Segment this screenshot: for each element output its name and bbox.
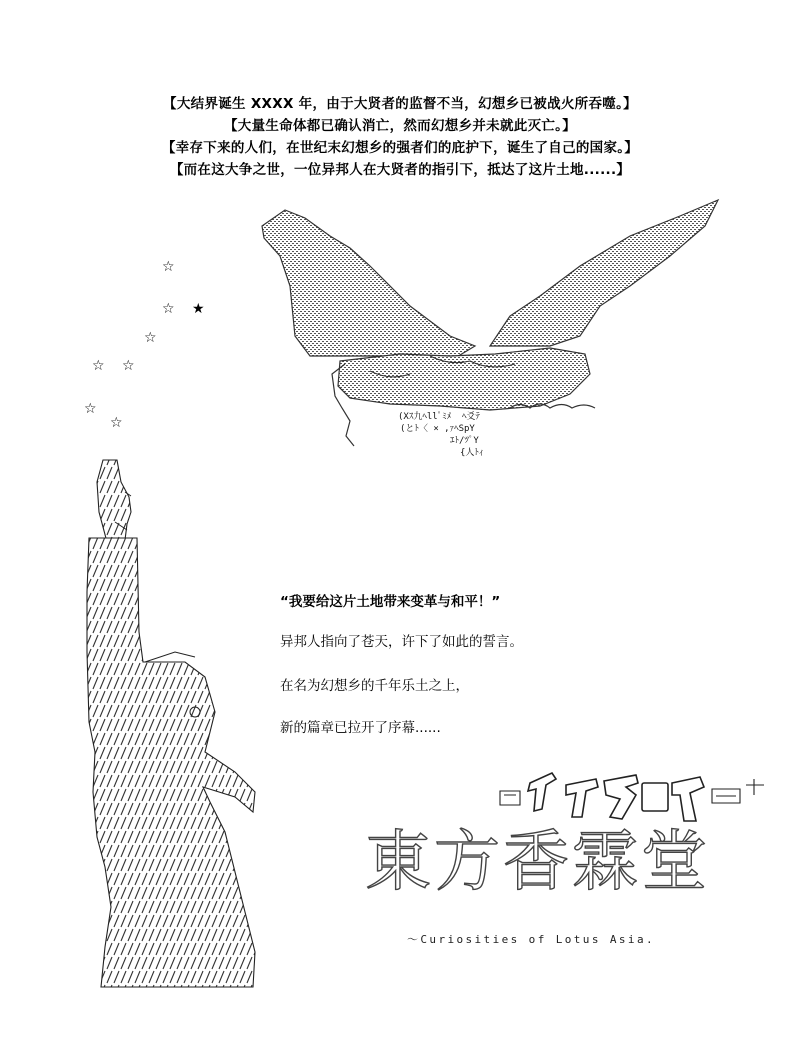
intro-narration (0, 93, 800, 181)
eagle-icon (250, 196, 720, 471)
story-line: 在名为幻想乡的千年乐土之上， (280, 678, 469, 694)
eagle-signature-line: (とﾄ〈 × ,ｧﾍSpY (400, 424, 475, 434)
intro-line: 【幸存下来的人们，在世纪末幻想乡的强者们的庇护下，诞生了自己的国家。】 (161, 140, 639, 156)
vow-quote: “我要给这片土地带来变革与和平！” (280, 594, 501, 610)
star-filled-icon: ★ (192, 301, 205, 317)
star-outline-icon: ☆ (92, 358, 105, 374)
logo-subtitle: ～Curiosities of Lotus Asia. (407, 933, 655, 946)
star-outline-icon: ☆ (84, 401, 97, 417)
game-logo (360, 765, 780, 955)
story-line: 新的篇章已拉开了序幕...... (280, 720, 441, 736)
eagle-signature-line: ｴﾄ/ﾂﾟY (450, 436, 479, 446)
star-outline-icon: ☆ (162, 259, 175, 275)
eagle-signature-line: {人ﾄｨ (460, 448, 484, 458)
logo-title: 東方香霖堂 (365, 823, 710, 900)
pointing-figure-icon (85, 452, 285, 992)
star-outline-icon: ☆ (162, 301, 175, 317)
logo-katakana-art (490, 765, 770, 829)
eagle-art (250, 196, 720, 471)
star-outline-icon: ☆ (110, 415, 123, 431)
star-outline-icon: ☆ (122, 358, 135, 374)
pointing-figure-art (85, 452, 285, 992)
intro-line: 【大量生命体都已确认消亡，然而幻想乡并未就此灭亡。】 (223, 118, 577, 134)
story-line: 异邦人指向了苍天，许下了如此的誓言。 (280, 634, 523, 650)
intro-line: 【而在这大争之世，一位异邦人在大贤者的指引下，抵达了这片土地......】 (169, 162, 631, 178)
intro-line: 【大结界诞生 XXXX 年，由于大贤者的监督不当，幻想乡已被战火所吞噬。】 (163, 96, 637, 112)
star-outline-icon: ☆ (144, 330, 157, 346)
eagle-signature-line: (Xｽ九ﾍllﾟﾐﾒ ﾍ爻ﾃ (398, 412, 481, 422)
